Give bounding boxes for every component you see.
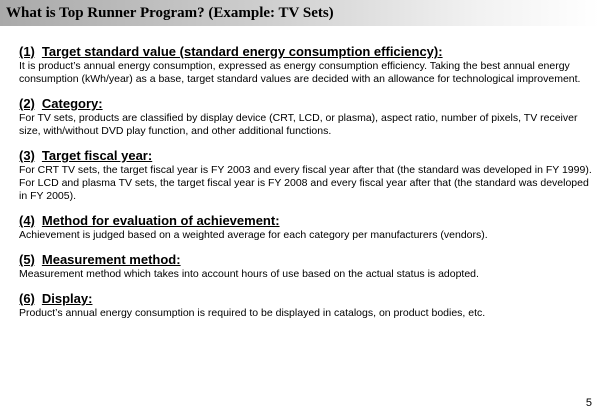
section-heading-text: Display: (41, 291, 93, 306)
section-paragraph: Product’s annual energy consumption is required to be displayed in catalogs, on product bodies, etc. (19, 307, 486, 319)
section-measurement-method (19, 252, 595, 281)
section-heading-text: Measurement method: (41, 252, 181, 267)
section-paragraph: For CRT TV sets, the target fiscal year is FY 2003 and every fiscal year after that (the standard was developed in FY 1999). (19, 164, 592, 176)
section-body (19, 112, 595, 138)
section-heading-text: Method for evaluation of achievement: (41, 213, 280, 228)
section-heading (19, 252, 595, 267)
section-target-standard-value (19, 44, 595, 86)
section-number: (3) (19, 148, 35, 163)
section-evaluation-method (19, 213, 595, 242)
section-heading-text: Target fiscal year: (41, 148, 153, 163)
section-target-fiscal-year (19, 148, 595, 203)
section-heading-text: Category: (41, 96, 103, 111)
section-heading (19, 96, 595, 111)
section-body (19, 307, 595, 320)
section-heading (19, 213, 595, 228)
section-number: (4) (19, 213, 35, 228)
section-paragraph: Measurement method which takes into account hours of use based on the actual status is adopted. (19, 268, 479, 280)
page-number: 5 (585, 397, 592, 409)
slide-title: What is Top Runner Program? (Example: TV Sets) (6, 5, 334, 21)
title-bar (0, 0, 600, 26)
section-body (19, 60, 595, 86)
section-paragraph: Achievement is judged based on a weighted average for each category per manufacturers (vendors). (19, 229, 488, 241)
section-paragraph: It is product’s annual energy consumption, expressed as energy consumption efficiency. Taking the best annual energy consumption (kWh/year) as a base, target standard values are decided with an allowance for technological improvement. (19, 60, 581, 85)
slide-content (19, 44, 595, 330)
section-heading (19, 148, 595, 163)
section-body (19, 164, 595, 203)
section-body (19, 268, 595, 281)
section-heading (19, 291, 595, 306)
section-display (19, 291, 595, 320)
section-category (19, 96, 595, 138)
section-heading-text: Target standard value (standard energy consumption efficiency): (41, 44, 443, 59)
section-number: (2) (19, 96, 35, 111)
section-heading (19, 44, 595, 59)
section-paragraph: For TV sets, products are classified by display device (CRT, LCD, or plasma), aspect ratio, number of pixels, TV receiver size, with/without DVD play function, and other additional functions. (19, 112, 578, 137)
section-number: (5) (19, 252, 35, 267)
section-number: (1) (19, 44, 35, 59)
section-body (19, 229, 595, 242)
section-number: (6) (19, 291, 35, 306)
section-paragraph: For LCD and plasma TV sets, the target fiscal year is FY 2008 and every fiscal year after that (the standard was developed in FY 2005). (19, 177, 589, 202)
